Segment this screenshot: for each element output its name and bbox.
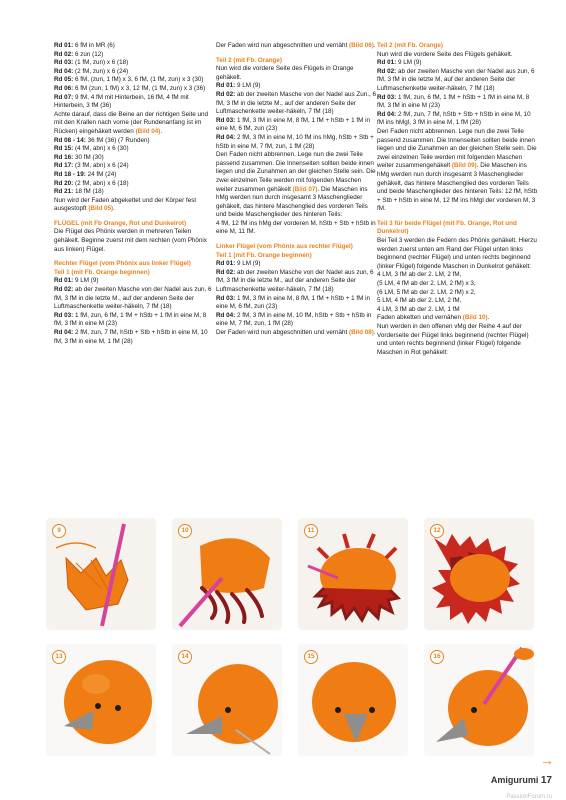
col1b-rows xyxy=(54,277,216,346)
col3a-rows xyxy=(377,59,539,128)
pattern-row xyxy=(54,286,216,312)
image-ref: (Bild 05) xyxy=(88,205,114,213)
row-label: Rd 08 - 14: xyxy=(54,136,86,144)
photo-number: 15 xyxy=(304,650,318,664)
col2b-rows xyxy=(216,260,378,329)
row-label: Rd 01: xyxy=(54,277,74,285)
row-text: 1 fM, 3 fM in eine M, 8 fM, 1 fM + hStb + 1 fM in eine M, 6 fM, zun (23) xyxy=(216,294,370,311)
row-text: 6 zun (12) xyxy=(73,50,104,58)
col1-intro: Die Flügel des Phönix werden in mehreren Teilen gehäkelt. Beginne zuerst mit dem rechten (vom Phönix aus linken) Flügel. xyxy=(54,228,207,253)
pattern-row xyxy=(377,68,539,94)
row-text: 36 fM (36) (7 Runden) xyxy=(85,136,150,144)
row-text: 2 fM, 3 fM in eine M, 10 fM ins hMg, hStb + Stb + hStb in eine M, 7 fM, zun, 1 fM (28) xyxy=(216,133,374,150)
row-label: Rd 02: xyxy=(54,50,74,58)
pattern-row xyxy=(54,180,216,189)
row-text: 9 LM (9) xyxy=(396,59,422,67)
photo-number: 16 xyxy=(430,650,444,664)
stitch-line: (6 LM, 5 fM ab der 2. LM, 2 fM) x 2, xyxy=(377,288,476,296)
pattern-row: Nun wird der Faden abgekettet und der Körper fest ausgestopft (Bild 05). xyxy=(54,196,197,213)
row-text: 6 fM in MR (6) xyxy=(73,42,115,49)
pattern-row xyxy=(54,42,216,51)
pattern-row xyxy=(54,145,216,154)
pattern-row xyxy=(216,82,378,91)
section-heading-fluegel: FLÜGEL (mit Fb Orange, Rot und Dunkelrot) xyxy=(54,219,187,227)
photo-12 xyxy=(424,518,534,630)
pattern-row xyxy=(54,76,216,85)
pattern-row xyxy=(216,269,378,295)
subheading-part1: Teil 1 (mit Fb. Orange beginnen) xyxy=(54,268,150,276)
row-text: 30 fM (30) xyxy=(73,153,104,161)
row-label: Rd 04: xyxy=(216,133,236,141)
col1-rows xyxy=(54,42,216,214)
pattern-row xyxy=(377,94,539,111)
col2-top: Der Faden wird nun abgeschnitten und vernäht (Bild 06). xyxy=(216,42,376,49)
photo-10 xyxy=(172,518,282,630)
row-text: (2 fM, abn) x 6 (18) xyxy=(73,179,129,187)
row-text: Achte darauf, dass die Beine an der richtigen Seite und mit den Krallen nach vorne (der Rundenanfang ist im Rücken) eingehäkelt werden xyxy=(54,110,209,135)
next-page-arrow-icon: → xyxy=(540,752,554,768)
row-text: 9 LM (9) xyxy=(73,277,99,285)
row-label: Rd 21: xyxy=(54,188,74,196)
row-text: (3 fM, abn) x 6 (24) xyxy=(73,162,129,170)
photo-number: 11 xyxy=(304,524,318,538)
stitch-line: 4 LM, 3 fM ab der 2. LM, 2 fM, xyxy=(377,271,462,279)
row-label: Rd 03: xyxy=(54,311,74,319)
col3-para: Den Faden nicht abbrennen. Lege nun die zwei Teile passend zusammen. Die Innenseiten sollten beide innen liegen und die Zunahmen an der gleichen Stelle sein. Die zwei einzelnen Teile werden mit folgenden Maschen weiter zusammengehäkelt (Bild 09). Die Maschen ins hMg werden nun durch insgesamt 3 Maschenglieder gehäkelt, das hintere Maschenglied des vorderen Teils und beide Maschenglieder des hinteren Teils: 12 fM, hStb + Stb + hStb in eine M, 12 fM ins hMgl der vorderen M, 3 fM. xyxy=(377,127,538,213)
row-text: 2 fM, 3 fM in eine M, 10 fM, hStb + Stb + hStb in eine M, 7 fM, zun, 1 fM (28) xyxy=(216,311,372,328)
pattern-row xyxy=(54,312,216,329)
row-label: Rd 01: xyxy=(216,260,236,268)
row-label: Rd 04: xyxy=(216,311,236,319)
pattern-row xyxy=(377,111,539,128)
pattern-row xyxy=(216,134,378,151)
row-label: Rd 06: xyxy=(54,84,74,92)
column-1 xyxy=(54,42,216,346)
row-label: Rd 16: xyxy=(54,153,74,161)
pattern-row xyxy=(216,295,378,312)
row-label: Rd 02: xyxy=(377,67,397,75)
row-text: 1 fM, zun, 6 fM, 1 fM + hStb + 1 fM in eine M, 8 fM, 3 fM in eine M (23) xyxy=(54,311,207,328)
photo-16 xyxy=(424,644,534,756)
subheading-left-part1: Teil 1 (mit Fb. Orange beginnen) xyxy=(216,251,312,259)
photo-number: 14 xyxy=(178,650,192,664)
pattern-row xyxy=(54,162,216,171)
pattern-row xyxy=(216,117,378,134)
column-2 xyxy=(216,42,378,338)
row-text: 18 fM (18) xyxy=(73,188,104,196)
row-label: Rd 04: xyxy=(377,110,397,118)
row-label: Rd 03: xyxy=(216,116,236,124)
row-text: 1 fM, zun, 6 fM, 1 fM + hStb + 1 fM in eine M, 8 fM, 3 fM in eine M (23) xyxy=(377,93,530,110)
col3-intro: Nun wird die vordere Seite des Flügels gehäkelt. xyxy=(377,50,513,58)
column-3 xyxy=(377,42,539,357)
row-label: Rd 02: xyxy=(216,268,236,276)
pattern-row xyxy=(54,188,216,197)
photo-15 xyxy=(298,644,408,756)
pattern-row xyxy=(216,312,378,329)
row-text: 2 fM, zun, 7 fM, hStb + Stb + hStb in eine M, 10 fM, 3 fM in eine M, 1 fM (28) xyxy=(54,329,208,345)
page-footer xyxy=(491,775,552,786)
col3-para3: Nun werden in den offenen vMg der Reihe 4 auf der Vorderseite der Flügel links beginnend (rechter Flügel) und unten rechts beginnend (linker Flügel) folgende Maschen in Rot gehäkelt: xyxy=(377,323,529,356)
row-text: (1 fM, zun) x 6 (18) xyxy=(73,59,129,67)
row-text: 9 LM (9) xyxy=(235,82,261,90)
watermark: PassionForum.ru xyxy=(506,794,552,800)
pattern-row xyxy=(377,59,539,68)
pattern-row xyxy=(54,277,216,286)
pattern-row xyxy=(54,51,216,60)
row-text: 1 fM, 3 fM in eine M, 8 fM, 1 fM + hStb + 1 fM in eine M, 6 fM, zun (23) xyxy=(216,116,370,133)
photo-14 xyxy=(172,644,282,756)
row-label: Rd 18 - 19: xyxy=(54,170,86,178)
row-text: 6 fM (zun, 1 fM) x 3, 12 fM, (1 fM, zun) x 3 (36) xyxy=(73,84,206,92)
row-text: (2 fM, zun) x 6 (24) xyxy=(73,67,129,75)
subheading-right-wing: Rechter Flügel (vom Phönix aus linker Flügel) xyxy=(54,260,191,268)
row-label: Rd 01: xyxy=(54,42,74,49)
row-text: ab der zweiten Masche von der Nadel aus Zun., 6 fM, 3 fM in die letzte M., auf der anderen Seite der Luftmaschenkette weiter-häkeln, 7 fM (18) xyxy=(216,90,376,116)
row-label: Rd 02: xyxy=(54,286,74,294)
col2-intro: Nun wird die vordere Seite des Flügels in Orange gehäkelt. xyxy=(216,65,354,81)
row-label: Rd 03: xyxy=(377,93,397,101)
row-text: 24 fM (24) xyxy=(85,170,117,178)
photo-9 xyxy=(46,518,156,630)
row-text: ab der zweiten Masche von der Nadel aus zun, 6 fM, 3 fM in die letzte M., auf der anderen Seite der Luftmaschenkette weiter-häkeln, 7 fM (18) xyxy=(54,286,212,311)
col2-end: Der Faden wird nun abgeschnitten und vernäht (Bild 08). xyxy=(216,329,376,336)
subheading-part2-b: Teil 2 (mit Fb. Orange) xyxy=(377,42,444,49)
col3-stitch-lines xyxy=(377,271,539,314)
row-text: Nun wird der Faden abgekettet und der Körper fest ausgestopft xyxy=(54,196,197,213)
pattern-row xyxy=(216,91,378,117)
col3-end: Faden abketten und vernähen (Bild 10). xyxy=(377,314,490,322)
row-label: Rd 04: xyxy=(54,67,74,75)
stitch-line: 4 LM, 3 fM ab der 2. LM, 1 fM xyxy=(377,305,460,313)
pattern-row xyxy=(54,154,216,163)
row-label: Rd 17: xyxy=(54,162,74,170)
row-label: Rd 20: xyxy=(54,179,74,187)
row-text: ab der zweiten Masche von der Nadel aus zun, 6 fM, 3 fM in die letzte M., auf der anderen Seite der Luftmaschenkette weiter-häkeln, 7 fM (18) xyxy=(216,268,374,294)
pattern-row xyxy=(54,329,216,346)
stitch-line: 5 LM, 4 fM ab der 2. LM, 2 fM, xyxy=(377,297,462,305)
pattern-row xyxy=(54,94,216,111)
row-label: Rd 01: xyxy=(377,59,397,67)
page-number: 17 xyxy=(540,775,552,786)
col2a-rows xyxy=(216,82,378,151)
pattern-row xyxy=(54,137,216,146)
photo-number: 9 xyxy=(52,524,66,538)
row-label: Rd 04: xyxy=(54,329,74,336)
row-label: Rd 01: xyxy=(216,82,236,90)
pattern-row xyxy=(54,171,216,180)
subheading-part3: Teil 3 für beide Flügel (mit Fb. Orange, Rot und Dunkelrot) xyxy=(377,219,517,236)
pattern-row xyxy=(54,68,216,77)
photo-number: 10 xyxy=(178,524,192,538)
row-label: Rd 15: xyxy=(54,145,74,153)
row-label: Rd 05: xyxy=(54,76,74,84)
col2-para: Den Faden nicht abbrennen. Lege nun die zwei Teile passend zusammen. Die Innenseiten sollten beide innen liegen und die Zunahmen an der gleichen Stelle sein. Die zwei einzelnen Teile werden mit folgenden Maschen weiter zusammen gehäkelt (Bild 07). Die Maschen ins hMg werden nun durch insgesamt 3 Maschenglieder gehäkelt, das hintere Maschenglied des vorderen Teils und beide Maschenglieder des hinteren Teils: xyxy=(216,151,376,219)
magazine-name: Amigurumi xyxy=(490,775,539,785)
row-label: Rd 07: xyxy=(54,93,74,101)
photo-number: 13 xyxy=(52,650,66,664)
col3-para2: Bei Teil 3 werden die Federn des Phönix gehäkelt. Hierzu werden zuerst unten am Rand der Flügel unten links beginnend (rechter Flügel) und unten rechts beginnend (linker Flügel) folgende Maschen in Dunkelrot gehäkelt: xyxy=(377,237,537,270)
pattern-row xyxy=(54,85,216,94)
photo-13 xyxy=(46,644,156,756)
row-label: Rd 02: xyxy=(216,90,236,98)
subheading-left-wing: Linker Flügel (vom Phönix aus rechter Flügel) xyxy=(216,243,353,251)
pattern-row xyxy=(54,59,216,68)
image-ref: (Bild 04) xyxy=(135,127,161,135)
pattern-row: Achte darauf, dass die Beine an der richtigen Seite und mit den Krallen nach vorne (der Rundenanfang ist im Rücken) eingehäkelt werden (Bild 04). xyxy=(54,110,209,135)
row-text: ab der zweiten Masche von der Nadel aus zun, 6 fM, 3 fM in die letzte M, auf der anderen Seite der Luftmaschenkette weiter-häkeln, 7 fM (18) xyxy=(377,67,535,92)
photo-number: 12 xyxy=(430,524,444,538)
pattern-row xyxy=(216,260,378,269)
row-text: 9 LM (9) xyxy=(235,260,261,268)
row-text: (4 fM, abn) x 6 (30) xyxy=(73,145,129,153)
stitch-line: (5 LM, 4 fM ab der 2. LM, 2 fM) x 3, xyxy=(377,280,476,288)
subheading-part2: Teil 2 (mit Fb. Orange) xyxy=(216,56,283,64)
row-text: 2 fM, zun, 7 fM, hStb + Stb + hStb in eine M, 10 fM ins hMgl, 3 fM in eine M, 1 fM (28) xyxy=(377,110,531,127)
row-text: 6 fM, (zun, 1 fM) x 3, 6 fM, (1 fM, zun) x 3 (30) xyxy=(73,76,204,84)
row-label: Rd 03: xyxy=(216,294,236,302)
row-text: 9 fM, 4 fM mit Hinterbein, 16 fM, 4 fM mit Hinterbein, 3 fM (36) xyxy=(54,93,189,110)
col2-para2: 4 fM, 12 fM ins hMg der vorderen M, hStb + Stb + hStb in eine M, 11 fM. xyxy=(216,219,376,236)
row-label: Rd 03: xyxy=(54,59,74,67)
photo-11 xyxy=(298,518,408,630)
